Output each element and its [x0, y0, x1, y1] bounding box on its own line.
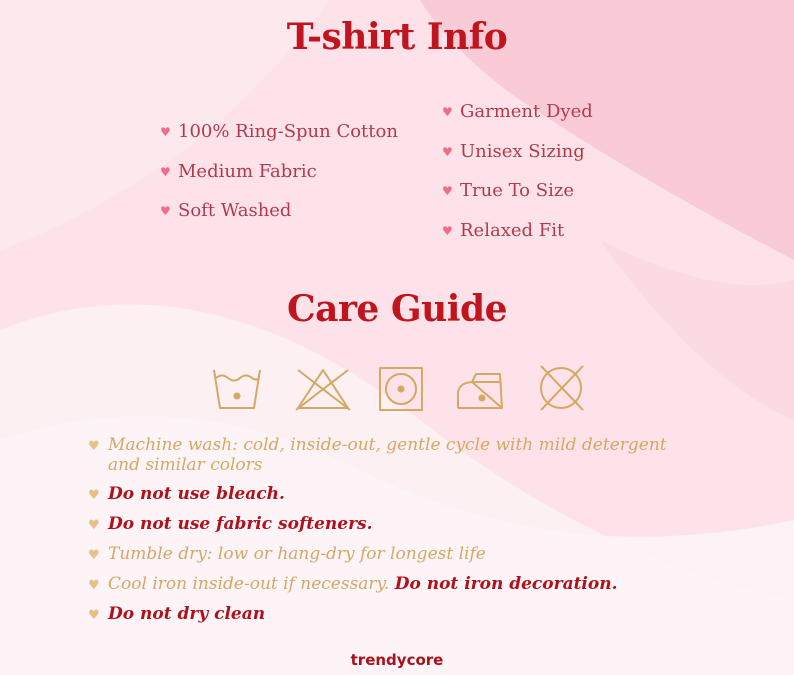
- care-text: and similar colors: [108, 455, 263, 475]
- care-text: Do not use bleach.: [108, 484, 285, 504]
- no-bleach-icon: [296, 370, 350, 410]
- feature-item: [160, 121, 398, 142]
- care-item: [88, 436, 667, 474]
- brand-logo: trendycore: [350, 651, 444, 669]
- care-text: Do not dry clean: [108, 604, 266, 624]
- care-item: [88, 605, 265, 625]
- heart-icon: ♥: [88, 488, 100, 503]
- heart-icon: ♥: [442, 104, 453, 119]
- care-text: Do not use fabric softeners.: [108, 514, 373, 534]
- heart-icon: ♥: [88, 439, 100, 454]
- tshirt-info-title: T-shirt Info: [286, 16, 508, 58]
- heart-icon: ♥: [88, 578, 100, 593]
- feature-item: [442, 220, 564, 241]
- heart-icon: ♥: [88, 548, 100, 563]
- feature-item: [442, 141, 585, 162]
- care-item: [88, 545, 486, 565]
- care-icons: [210, 362, 590, 414]
- heart-icon: ♥: [88, 518, 100, 533]
- care-text: Tumble dry: low or hang-dry for longest life: [108, 544, 486, 564]
- care-text: Machine wash: cold, inside-out, gentle cycle with mild detergent: [108, 435, 667, 455]
- feature-label: 100% Ring-Spun Cotton: [178, 121, 398, 142]
- heart-icon: ♥: [442, 183, 453, 198]
- feature-item: [160, 161, 317, 182]
- feature-item: [442, 180, 574, 201]
- care-item: [88, 515, 373, 535]
- care-text: Cool iron inside-out if necessary.: [108, 574, 395, 594]
- feature-item: [160, 200, 291, 221]
- heart-icon: ♥: [160, 203, 171, 218]
- care-guide-title: Care Guide: [286, 288, 508, 330]
- no-dry-clean-icon: [541, 366, 583, 410]
- feature-label: Unisex Sizing: [460, 141, 585, 162]
- iron-icon: [458, 374, 502, 408]
- feature-label: Garment Dyed: [460, 101, 593, 122]
- heart-icon: ♥: [160, 164, 171, 179]
- feature-label: Soft Washed: [178, 200, 292, 221]
- tumble-dry-icon: [380, 368, 422, 410]
- feature-label: Relaxed Fit: [460, 220, 565, 241]
- heart-icon: ♥: [442, 223, 453, 238]
- care-text: Do not iron decoration.: [394, 574, 618, 594]
- heart-icon: ♥: [160, 124, 171, 139]
- feature-item: [442, 101, 593, 122]
- feature-label: True To Size: [460, 180, 574, 201]
- heart-icon: ♥: [88, 608, 100, 623]
- feature-label: Medium Fabric: [178, 161, 317, 182]
- wash-30-icon: [214, 370, 260, 408]
- care-item: [88, 485, 285, 505]
- heart-icon: ♥: [442, 144, 453, 159]
- care-item: [88, 575, 618, 595]
